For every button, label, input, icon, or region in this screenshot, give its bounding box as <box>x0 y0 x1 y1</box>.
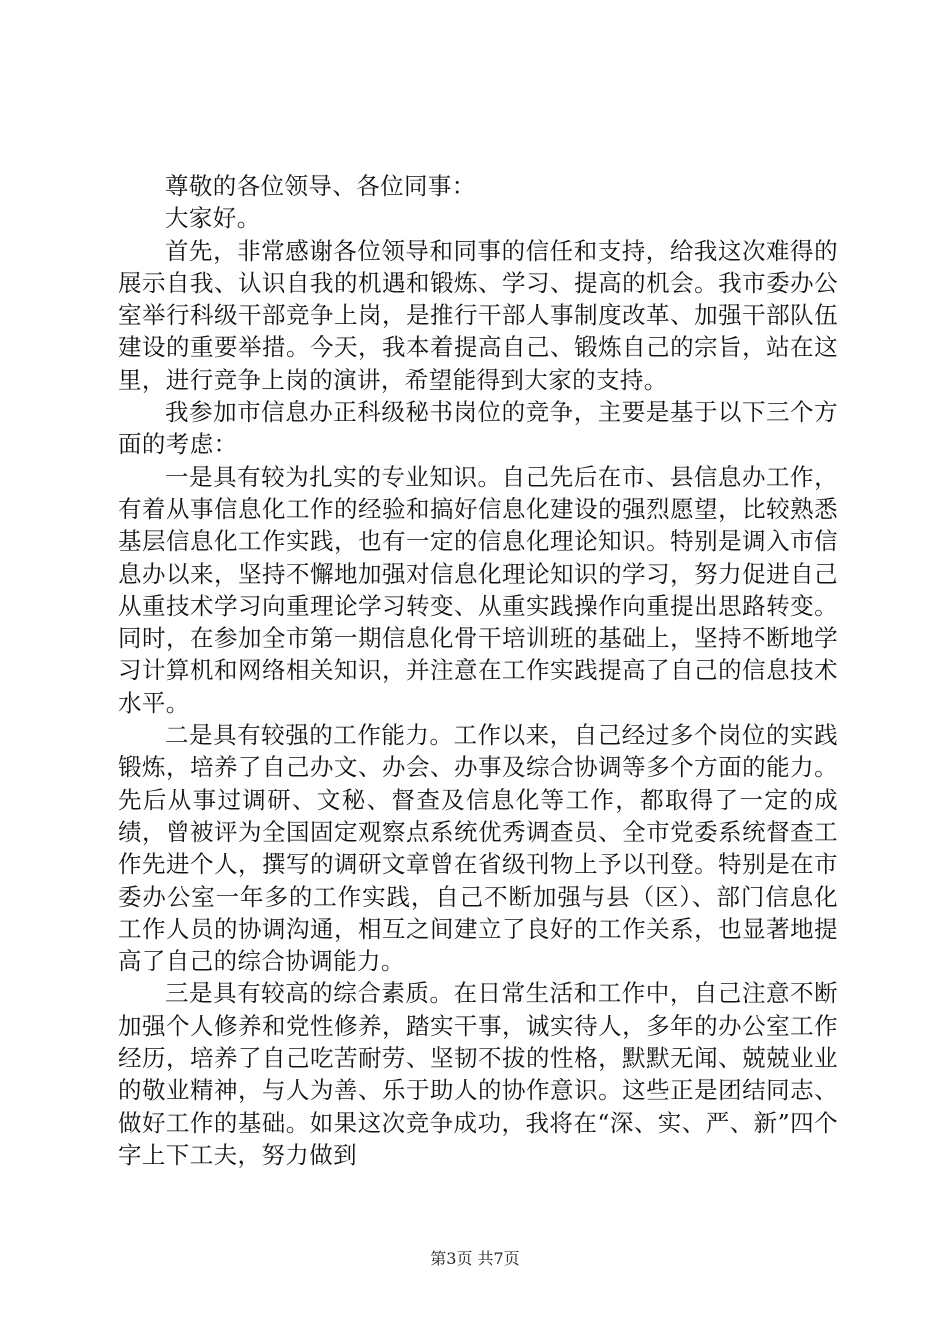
greeting: 大家好。 <box>165 204 261 233</box>
paragraph-quality: 三是具有较高的综合素质。在日常生活和工作中，自己注意不断加强个人修养和党性修养，踏实干事，诚实待人，多年的办公室工作经历，培养了自己吃苦耐劳、坚韧不拔的性格，默默无闻、兢兢业业的敬业精神，与人为善、乐于助人的协作意识。这些正是团结同志、做好工作的基础。如果这次竞争成功，我将在“深、实、严、新”四个字上下工夫，努力做到 <box>118 979 838 1169</box>
document-body <box>118 170 838 1171</box>
paragraph-ability: 二是具有较强的工作能力。工作以来，自己经过多个岗位的实践锻炼，培养了自己办文、办会、办事及综合协调等多个方面的能力。先后从事过调研、文秘、督查及信息化等工作，都取得了一定的成绩，曾被评为全国固定观察点系统优秀调查员、全市党委系统督查工作先进个人，撰写的调研文章曾在省级刊物上予以刊登。特别是在市委办公室一年多的工作实践，自己不断加强与县（区）、部门信息化工作人员的协调沟通，相互之间建立了良好的工作关系，也显著地提高了自己的综合协调能力。 <box>118 721 838 976</box>
salutation: 尊敬的各位领导、各位同事： <box>165 172 476 200</box>
paragraph-reasons: 我参加市信息办正科级秘书岗位的竞争，主要是基于以下三个方面的考虑： <box>118 398 838 459</box>
paragraph-knowledge: 一是具有较为扎实的专业知识。自己先后在市、县信息办工作，有着从事信息化工作的经验和搞好信息化建设的强烈愿望，比较熟悉基层信息化工作实践，也有一定的信息化理论知识。特别是调入市信息办以来，坚持不懈地加强对信息化理论知识的学习，努力促进自己从重技术学习向重理论学习转变、从重实践操作向重提出思路转变。同时，在参加全市第一期信息化骨干培训班的基础上，坚持不断地学习计算机和网络相关知识，并注意在工作实践提高了自己的信息技术水平。 <box>118 462 838 717</box>
paragraph-intro: 首先，非常感谢各位领导和同事的信任和支持，给我这次难得的展示自我、认识自我的机遇和锻炼、学习、提高的机会。我市委办公室举行科级干部竞争上岗，是推行干部人事制度改革、加强干部队伍建设的重要举措。今天，我本着提高自己、锻炼自己的宗旨，站在这里，进行竞争上岗的演讲，希望能得到大家的支持。 <box>118 236 838 394</box>
page-number-footer: 第3页 共7页 <box>430 1249 520 1268</box>
